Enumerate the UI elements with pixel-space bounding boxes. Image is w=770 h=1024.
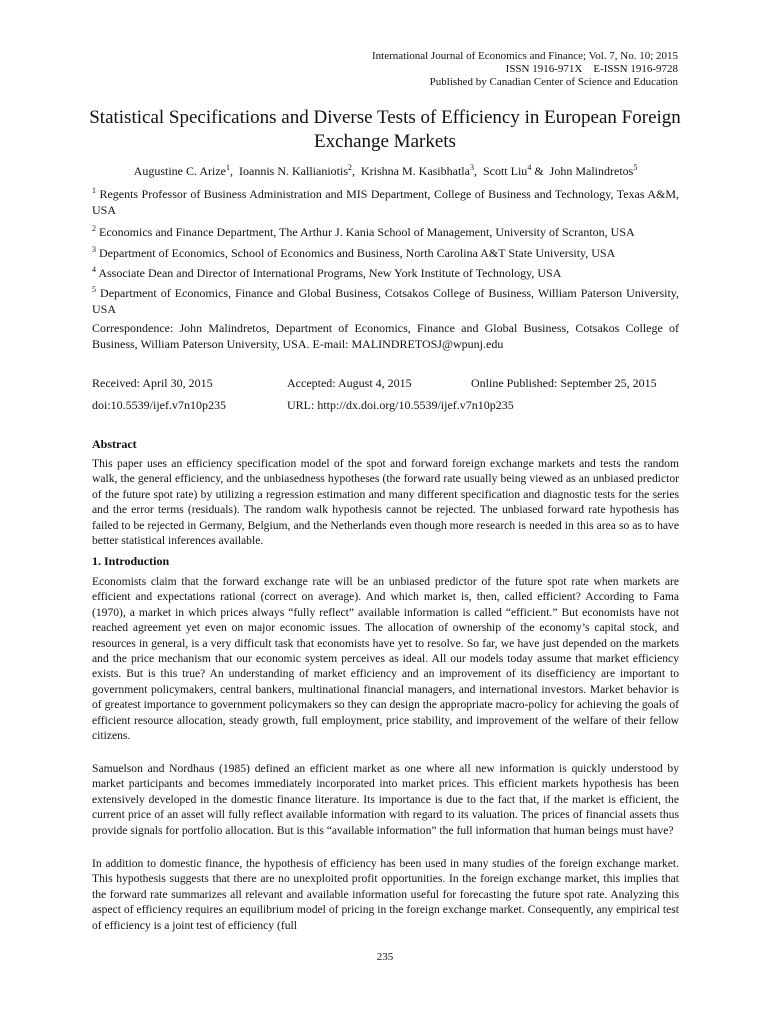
affiliation-3 <box>92 245 679 261</box>
author-name: John Malindretos <box>549 164 634 178</box>
intro-paragraph-2: Samuelson and Nordhaus (1985) defined an efficient market as one where all new information is quickly understood by market participants and becomes immediately incorporated into market prices. This efficient markets hypothesis has been extensively developed in the domestic finance literature. Its importance is due to the fact that, if the market is efficient, the current price of an asset will fully reflect available information with regard to its valuation. The prices of financial assets thus provide signals for portfolio allocation. But is this “available information” the full information that human beings must have? <box>92 762 679 837</box>
doi-url[interactable]: URL: http://dx.doi.org/10.5539/ijef.v7n10p235 <box>287 398 514 412</box>
paper-title: Statistical Specifications and Diverse Tests of Efficiency in European Foreign Exchange Markets <box>89 107 681 152</box>
intro-paragraph-3: In addition to domestic finance, the hypothesis of efficiency has been used in many studies of the foreign exchange market. This hypothesis suggests that there are no unexploited profit opportunities. In the foreign exchange market, this implies that the forward rate summarizes all relevant and available information useful for forecasting the future spot rate. Analyzing this aspect of efficiency requires an equilibrium model of pricing in the foreign exchange market. Consequently, any empirical test of efficiency is a joint test of efficiency (full <box>92 857 679 932</box>
intro-paragraph-1: Economists claim that the forward exchange rate will be an unbiased predictor of the future spot rate when markets are efficient and expectations rational (correct on average). And which market is, then, called efficient? According to Fama (1970), a market in which prices always “fully reflect” available information is called “efficient.” But economists have not reached agreement yet even on major economic issues. The allocation of ownership of the economy’s capital stock, and resources in general, is a very difficult task that economists have yet to resolve. So far, we have just depended on the markets and the price mechanism that our economic system perceives as ideal. All our models today assume that market efficiency exists. But is this true? An understanding of market efficiency and an improvement of its disefficiency are important to government policymakers, central bankers, multinational financial managers, and international investors. Market behavior is of greatest importance to government policymakers so they can design the appropriate macro-policy for achieving the goals of efficient resource allocation, steady growth, full employment, price stability, and improvement of the welfare of their fellow citizens. <box>92 575 679 743</box>
affiliation-num: 2 <box>92 224 96 233</box>
author-sup: 2 <box>347 163 352 172</box>
affiliation-text: Department of Economics, Finance and Global Business, Cotsakos College of Business, William Paterson University, USA <box>92 286 679 316</box>
author-separator: , <box>230 164 236 178</box>
affiliation-5 <box>92 285 679 317</box>
received-date: Received: April 30, 2015 <box>92 376 213 390</box>
author-name: Krishna M. Kasibhatla <box>360 164 470 178</box>
affiliation-1 <box>92 186 679 218</box>
author-sup: 5 <box>633 163 638 172</box>
author-name: Ioannis N. Kallianiotis <box>239 164 348 178</box>
author-separator: , <box>473 164 480 178</box>
journal-name: International Journal of Economics and Finance; Vol. 7, No. 10; 2015 <box>371 50 678 62</box>
author-separator: & <box>531 164 547 178</box>
section-heading: 1. Introduction <box>92 554 170 568</box>
journal-header <box>372 50 678 89</box>
affiliation-4 <box>92 265 679 281</box>
affiliation-text: Associate Dean and Director of International Programs, New York Institute of Technology, USA <box>96 266 562 280</box>
affiliation-text: Economics and Finance Department, The Arthur J. Kania School of Management, University of Scranton, USA <box>96 225 635 239</box>
page-number: 235 <box>376 951 394 963</box>
author-name: Augustine C. Arize <box>133 164 226 178</box>
affiliation-2 <box>92 224 679 240</box>
author-name: Scott Liu <box>482 164 528 178</box>
author-sup: 4 <box>527 163 532 172</box>
author-separator: , <box>351 164 358 178</box>
affiliation-text: Department of Economics, School of Economics and Business, North Carolina A&T State University, USA <box>96 246 616 260</box>
affiliation-num: 3 <box>92 245 96 254</box>
correspondence: Correspondence: John Malindretos, Department of Economics, Finance and Global Business, Cotsakos College of Business, William Paterson University, USA. E-mail: MALINDRETOSJ@wpunj.edu <box>92 321 679 351</box>
author-sup: 1 <box>226 163 230 172</box>
affiliation-num: 1 <box>92 186 96 195</box>
published-date: Online Published: September 25, 2015 <box>471 376 657 390</box>
affiliation-num: 5 <box>92 285 96 294</box>
publisher-line: Published by Canadian Center of Science and Education <box>429 76 678 88</box>
doi-text: doi:10.5539/ijef.v7n10p235 <box>92 398 226 412</box>
abstract-heading: Abstract <box>92 437 137 451</box>
abstract-text: This paper uses an efficiency specification model of the spot and forward foreign exchange markets and tests the random walk, the general efficiency, and the unbiasedness hypotheses (the forward rate usually being viewed as an unbiased predictor of the future spot rate) by utilizing a regression estimation and many different specification and diagnostic tests for the series and the error terms (residuals). The random walk hypothesis cannot be rejected. The unbiased forward rate hypothesis has failed to be rejected in Germany, Belgium, and the Netherlands even though more research is needed in this area so as to have better statistical inferences available. <box>92 457 679 548</box>
affiliation-text: Regents Professor of Business Administration and MIS Department, College of Business and Technology, Texas A&M, USA <box>92 187 679 217</box>
issn-line: ISSN 1916-971X E-ISSN 1916-9728 <box>505 63 678 75</box>
accepted-date: Accepted: August 4, 2015 <box>287 376 412 390</box>
author-sup: 3 <box>469 163 474 172</box>
affiliation-num: 4 <box>92 265 96 274</box>
author-list <box>92 164 679 179</box>
